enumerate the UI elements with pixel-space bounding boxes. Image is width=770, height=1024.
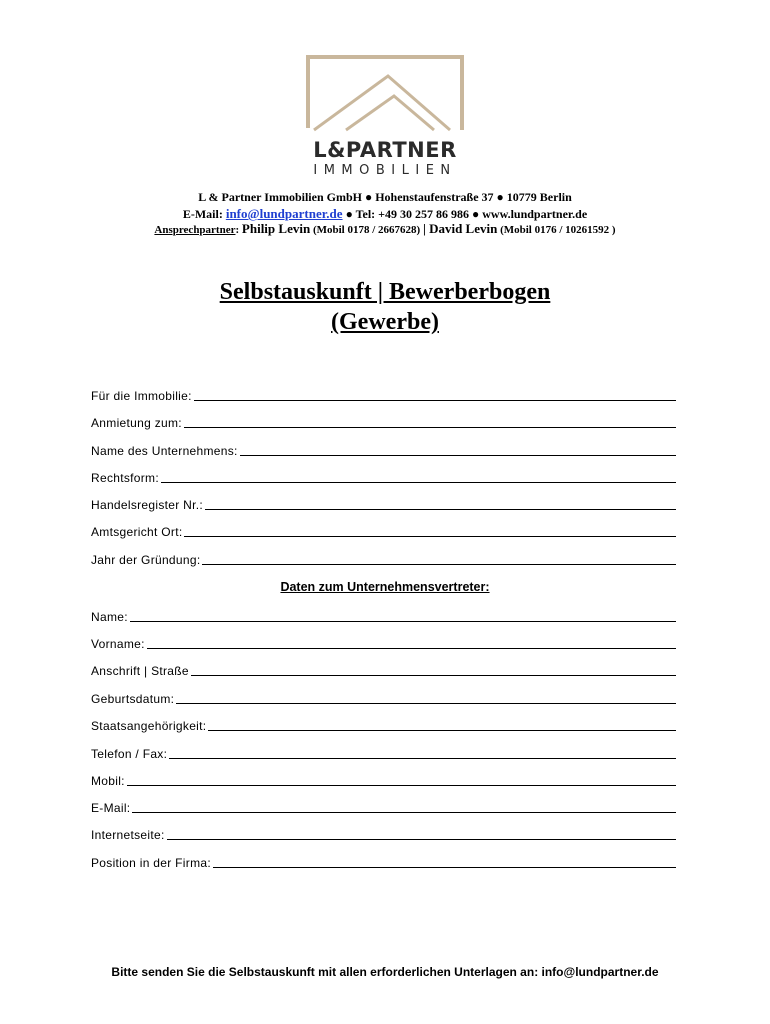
- person2-mobile: (Mobil 0176 / 10261592 ): [497, 224, 616, 236]
- field-label: Staatsangehörigkeit:: [91, 719, 207, 733]
- contact-colon: :: [235, 224, 242, 236]
- page-title: Selbstauskunft | Bewerberbogen: [219, 279, 551, 305]
- field-vorname[interactable]: [91, 633, 676, 651]
- field-amtsgericht[interactable]: [91, 521, 676, 539]
- fill-line[interactable]: [184, 535, 676, 537]
- field-anschrift[interactable]: [91, 660, 676, 678]
- field-label: Name des Unternehmens:: [91, 444, 238, 458]
- email-phone-line: [0, 206, 770, 222]
- field-anmietung[interactable]: [91, 412, 676, 430]
- field-label: Amtsgericht Ort:: [91, 525, 183, 539]
- field-label: Für die Immobilie:: [91, 389, 192, 403]
- field-label: Vorname:: [91, 637, 145, 651]
- section-heading: Daten zum Unternehmensvertreter:: [280, 580, 490, 594]
- field-label: Anmietung zum:: [91, 416, 182, 430]
- fill-line[interactable]: [240, 454, 676, 456]
- field-mobil[interactable]: [91, 770, 676, 788]
- fill-line[interactable]: [191, 674, 676, 676]
- email-label: E-Mail:: [182, 207, 226, 221]
- logo-brand-sub: IMMOBILIEN: [313, 163, 457, 178]
- fill-line[interactable]: [194, 399, 676, 401]
- company-address-line: L & Partner Immobilien GmbH ● Hohenstaufenstraße 37 ● 10779 Berlin: [198, 190, 572, 204]
- person1-name: Philip Levin: [241, 221, 311, 236]
- field-immobilie[interactable]: [91, 385, 676, 403]
- fill-line[interactable]: [147, 647, 676, 649]
- fill-line[interactable]: [130, 620, 676, 622]
- field-rechtsform[interactable]: [91, 467, 676, 485]
- person-separator: |: [422, 221, 430, 236]
- field-unternehmen[interactable]: [91, 440, 676, 458]
- contact-person-line: [0, 221, 770, 237]
- field-staatsangehoerigkeit[interactable]: [91, 715, 676, 733]
- field-geburtsdatum[interactable]: [91, 688, 676, 706]
- person1-mobile: (Mobil 0178 / 2667628): [310, 224, 423, 236]
- fill-line[interactable]: [213, 866, 676, 868]
- company-logo: [300, 52, 470, 182]
- field-handelsregister[interactable]: [91, 494, 676, 512]
- field-label: Geburtsdatum:: [91, 692, 175, 706]
- logo-brand-name: L&PARTNER: [313, 138, 457, 162]
- field-label: Jahr der Gründung:: [91, 553, 201, 567]
- fill-line[interactable]: [161, 481, 676, 483]
- field-label: Position in der Firma:: [91, 856, 211, 870]
- contact-label: Ansprechpartner: [154, 224, 236, 236]
- field-label: Telefon / Fax:: [91, 747, 168, 761]
- page-subtitle: (Gewerbe): [331, 309, 439, 335]
- email-link[interactable]: info@lundpartner.de: [225, 206, 343, 221]
- field-label: Handelsregister Nr.:: [91, 498, 204, 512]
- house-roof-icon: [300, 52, 470, 142]
- fill-line[interactable]: [202, 563, 676, 565]
- field-label: Rechtsform:: [91, 471, 159, 485]
- field-internetseite[interactable]: [91, 824, 676, 842]
- field-position[interactable]: [91, 852, 676, 870]
- fill-line[interactable]: [208, 729, 676, 731]
- field-label: Anschrift | Straße: [91, 664, 189, 678]
- field-email[interactable]: [91, 797, 676, 815]
- footer-note: Bitte senden Sie die Selbstauskunft mit allen erforderlichen Unterlagen an: info@lundpartner.de: [111, 965, 659, 979]
- field-name[interactable]: [91, 606, 676, 624]
- phone-web-text: ● Tel: +49 30 257 86 986 ● www.lundpartner.de: [342, 207, 588, 221]
- fill-line[interactable]: [169, 757, 676, 759]
- fill-line[interactable]: [176, 702, 676, 704]
- fill-line[interactable]: [132, 811, 676, 813]
- field-label: E-Mail:: [91, 801, 131, 815]
- fill-line[interactable]: [205, 508, 676, 510]
- field-label: Mobil:: [91, 774, 125, 788]
- field-label: Name:: [91, 610, 128, 624]
- fill-line[interactable]: [167, 838, 676, 840]
- field-gruendung[interactable]: [91, 549, 676, 567]
- fill-line[interactable]: [184, 426, 676, 428]
- person2-name: David Levin: [429, 221, 498, 236]
- field-telefon-fax[interactable]: [91, 743, 676, 761]
- fill-line[interactable]: [127, 784, 676, 786]
- field-label: Internetseite:: [91, 828, 165, 842]
